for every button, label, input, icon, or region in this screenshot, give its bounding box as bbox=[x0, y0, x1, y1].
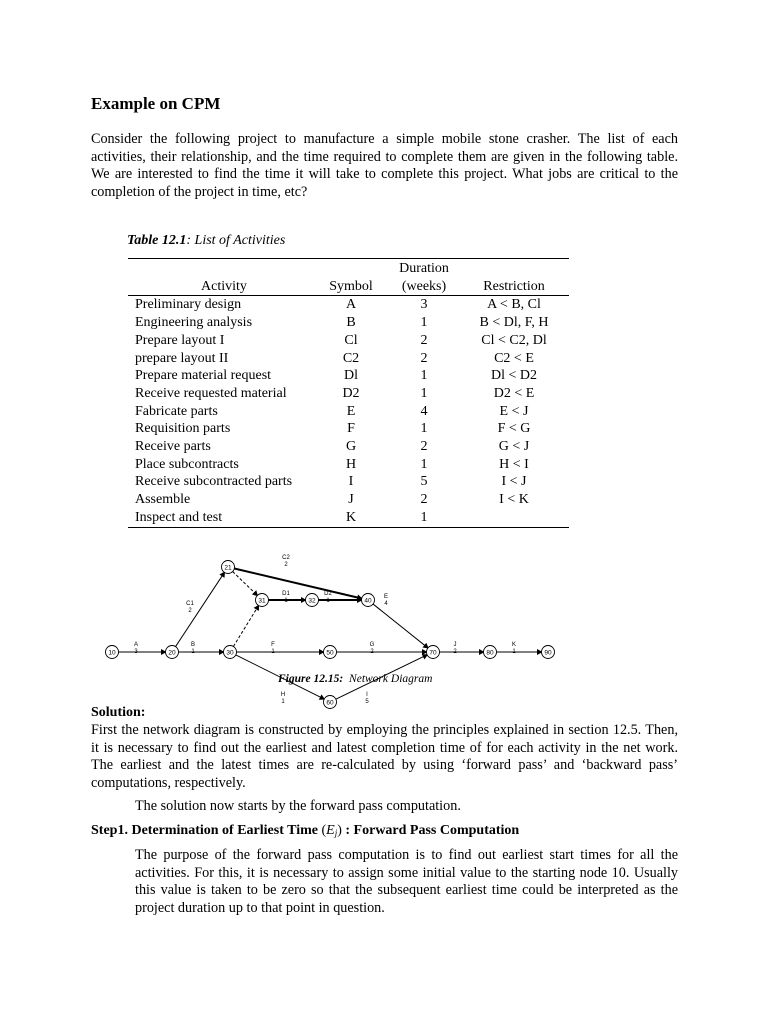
activity-duration: 1 bbox=[191, 649, 195, 655]
network-node bbox=[222, 561, 235, 574]
cell-duration: 1 bbox=[420, 456, 428, 472]
activity-duration: 1 bbox=[512, 649, 516, 655]
network-node bbox=[306, 594, 319, 607]
cell-activity: Requisition parts bbox=[135, 421, 231, 437]
solution-start-line: The solution now starts by the forward pass computation. bbox=[135, 798, 461, 814]
table-row bbox=[128, 385, 569, 403]
svg-text:90: 90 bbox=[544, 649, 552, 657]
step1-title-post: : Forward Pass Computation bbox=[345, 823, 520, 838]
activity-duration: 1 bbox=[326, 598, 330, 604]
table-row bbox=[128, 438, 569, 456]
network-node bbox=[256, 594, 269, 607]
table-row bbox=[128, 314, 569, 332]
cell-duration: 3 bbox=[420, 297, 428, 313]
table-caption-text: : List of Activities bbox=[186, 233, 286, 248]
cell-activity: Prepare material request bbox=[135, 368, 272, 384]
step1-heading: Step1. Determination of Earliest Time $(E_j)$ : Forward Pass Computation bbox=[91, 823, 520, 838]
activity-duration: 1 bbox=[271, 649, 275, 655]
dummy-activity-arrow bbox=[233, 606, 258, 647]
activity-duration: 2 bbox=[284, 562, 288, 568]
svg-text:40: 40 bbox=[364, 597, 372, 605]
header-duration-top: Duration bbox=[389, 259, 459, 278]
table-row bbox=[128, 456, 569, 474]
activity-label: D2 bbox=[324, 591, 332, 597]
cell-duration: 1 bbox=[420, 385, 428, 401]
activity-arrow-c1 bbox=[176, 572, 225, 646]
activity-label: A bbox=[133, 642, 139, 648]
svg-text:80: 80 bbox=[486, 649, 494, 657]
activity-duration: 4 bbox=[384, 601, 388, 607]
cell-activity: Engineering analysis bbox=[135, 315, 253, 331]
activity-label: C1 bbox=[186, 601, 194, 607]
cell-restriction: C2 < E bbox=[494, 350, 534, 366]
network-node bbox=[362, 594, 375, 607]
cell-restriction: B < Dl, F, H bbox=[479, 315, 549, 331]
table-row bbox=[128, 367, 569, 385]
cell-duration: 1 bbox=[420, 368, 428, 384]
cell-symbol: G bbox=[345, 439, 357, 455]
activity-label: K bbox=[511, 642, 517, 648]
cell-activity: Fabricate parts bbox=[135, 403, 218, 419]
svg-text:50: 50 bbox=[326, 649, 334, 657]
cell-restriction: G < J bbox=[498, 439, 530, 455]
table-row bbox=[128, 509, 569, 527]
cell-restriction: H < I bbox=[499, 456, 529, 472]
network-node bbox=[324, 646, 337, 659]
cell-symbol: D2 bbox=[342, 385, 360, 401]
activity-arrow-e bbox=[373, 604, 428, 648]
step1-label: Step1. bbox=[91, 823, 128, 838]
intro-paragraph: Consider the following project to manufacture a simple mobile stone crasher. The list of each activities, their relationship, and the time required to complete them are given in the following table. We are interested to find the time it will take to complete this project. What jobs are critical to the completion of the project in time, etc? bbox=[91, 131, 678, 200]
svg-text:30: 30 bbox=[226, 649, 234, 657]
table-row bbox=[128, 473, 569, 491]
cell-duration: 2 bbox=[420, 350, 428, 366]
cell-restriction: Dl < D2 bbox=[490, 368, 537, 384]
table-row bbox=[128, 350, 569, 368]
cell-activity: Place subcontracts bbox=[135, 456, 239, 472]
network-node bbox=[224, 646, 237, 659]
cell-duration: 1 bbox=[389, 509, 459, 527]
activity-label: F bbox=[271, 642, 275, 648]
activity-label: C2 bbox=[282, 555, 290, 561]
step1-subscript: j bbox=[334, 828, 338, 838]
svg-text:10: 10 bbox=[108, 649, 116, 657]
table-caption-label: Table 12.1 bbox=[127, 233, 187, 248]
cell-restriction: I < K bbox=[499, 492, 529, 508]
network-node bbox=[542, 646, 555, 659]
header-symbol: Symbol bbox=[313, 278, 389, 296]
cell-activity: Receive parts bbox=[135, 439, 211, 455]
network-node bbox=[324, 696, 337, 709]
activity-duration: 2 bbox=[453, 649, 457, 655]
activity-duration: 3 bbox=[134, 649, 138, 655]
activity-label: I bbox=[366, 692, 368, 698]
figure-caption-label: Figure 12.15: bbox=[278, 673, 344, 685]
cell-restriction: A < B, Cl bbox=[487, 297, 541, 313]
svg-text:70: 70 bbox=[429, 649, 437, 657]
activity-duration: 1 bbox=[284, 598, 288, 604]
table-row bbox=[128, 332, 569, 350]
table-row bbox=[128, 296, 569, 314]
cell-duration: 1 bbox=[420, 315, 428, 331]
cell-symbol: K bbox=[313, 509, 389, 527]
activity-label: G bbox=[369, 642, 375, 648]
cell-symbol: I bbox=[348, 474, 354, 490]
cell-symbol: E bbox=[346, 403, 356, 419]
step1-paragraph: The purpose of the forward pass computation is to find out earliest start times for all the activities. For this, it is necessary to assign some initial value to the starting node 10. Usually this value is taken to be zero so that the subsequent earliest time could be interpreted as the project duration up to that point in question. bbox=[135, 847, 678, 916]
cell-restriction: I < J bbox=[501, 474, 527, 490]
table-row bbox=[128, 403, 569, 421]
cell-activity: Prepare layout I bbox=[135, 332, 225, 348]
activity-duration: 5 bbox=[365, 699, 369, 705]
table-row bbox=[128, 491, 569, 509]
figure-caption bbox=[277, 673, 432, 685]
cell-symbol: C2 bbox=[342, 350, 360, 366]
network-node bbox=[166, 646, 179, 659]
header-duration-bottom: (weeks) bbox=[389, 278, 459, 296]
cell-symbol: Dl bbox=[344, 368, 358, 384]
cell-activity: Receive subcontracted parts bbox=[135, 474, 293, 490]
cell-duration: 2 bbox=[420, 439, 428, 455]
network-node bbox=[484, 646, 497, 659]
cell-symbol: Cl bbox=[344, 332, 358, 348]
solution-paragraph: First the network diagram is constructed by employing the principles explained in section 12.5. Then, it is necessary to find out the earliest and latest completion time of for each activity in the net work. The earliest and the latest times are re-calculated by using ‘forward pass’ and ‘backward pass’ computations, respectively. bbox=[91, 722, 678, 791]
activity-duration: 2 bbox=[370, 649, 374, 655]
activity-label: B bbox=[190, 642, 196, 648]
cell-symbol: B bbox=[346, 315, 356, 331]
svg-text:32: 32 bbox=[308, 597, 316, 605]
header-activity: Activity bbox=[128, 278, 313, 296]
cell-duration: 1 bbox=[420, 421, 428, 437]
activity-label: J bbox=[453, 642, 457, 648]
cell-restriction: D2 < E bbox=[493, 385, 535, 401]
activity-duration: 2 bbox=[188, 608, 192, 614]
cell-restriction: E < J bbox=[499, 403, 529, 419]
svg-text:21: 21 bbox=[224, 564, 232, 572]
step1-symbol: E bbox=[326, 823, 335, 838]
svg-text:60: 60 bbox=[326, 699, 334, 707]
network-diagram bbox=[100, 550, 570, 710]
cell-duration: 5 bbox=[420, 474, 428, 490]
cell-activity: Inspect and test bbox=[128, 509, 313, 527]
activity-label: E bbox=[383, 594, 389, 600]
header-restriction: Restriction bbox=[459, 278, 569, 296]
cell-activity: Receive requested material bbox=[135, 385, 287, 401]
page-title: Example on CPM bbox=[91, 94, 221, 113]
cell-restriction: F < G bbox=[497, 421, 531, 437]
cell-symbol: H bbox=[345, 456, 357, 472]
table-row bbox=[128, 420, 569, 438]
svg-text:20: 20 bbox=[168, 649, 176, 657]
cell-symbol: F bbox=[347, 421, 355, 437]
cell-restriction bbox=[459, 509, 569, 527]
cell-duration: 4 bbox=[420, 403, 428, 419]
cell-activity: Preliminary design bbox=[135, 297, 242, 313]
cell-symbol: J bbox=[348, 492, 354, 508]
cell-duration: 2 bbox=[420, 492, 428, 508]
activity-label: H bbox=[280, 692, 286, 698]
figure-caption-text: Network Diagram bbox=[349, 673, 433, 685]
activity-label: D1 bbox=[282, 591, 290, 597]
step1-title: Determination of Earliest Time bbox=[131, 823, 318, 838]
cell-activity: Assemble bbox=[135, 492, 191, 508]
activities-table bbox=[128, 258, 569, 528]
solution-heading: Solution: bbox=[91, 705, 146, 720]
cell-activity: prepare layout II bbox=[135, 350, 229, 366]
activity-duration: 1 bbox=[281, 699, 285, 705]
svg-text:31: 31 bbox=[258, 597, 266, 605]
network-node bbox=[427, 646, 440, 659]
cell-restriction: Cl < C2, Dl bbox=[481, 332, 547, 348]
cell-duration: 2 bbox=[420, 332, 428, 348]
cell-symbol: A bbox=[345, 297, 357, 313]
dummy-activity-arrow bbox=[233, 572, 258, 596]
network-node bbox=[106, 646, 119, 659]
table-caption bbox=[127, 233, 285, 249]
